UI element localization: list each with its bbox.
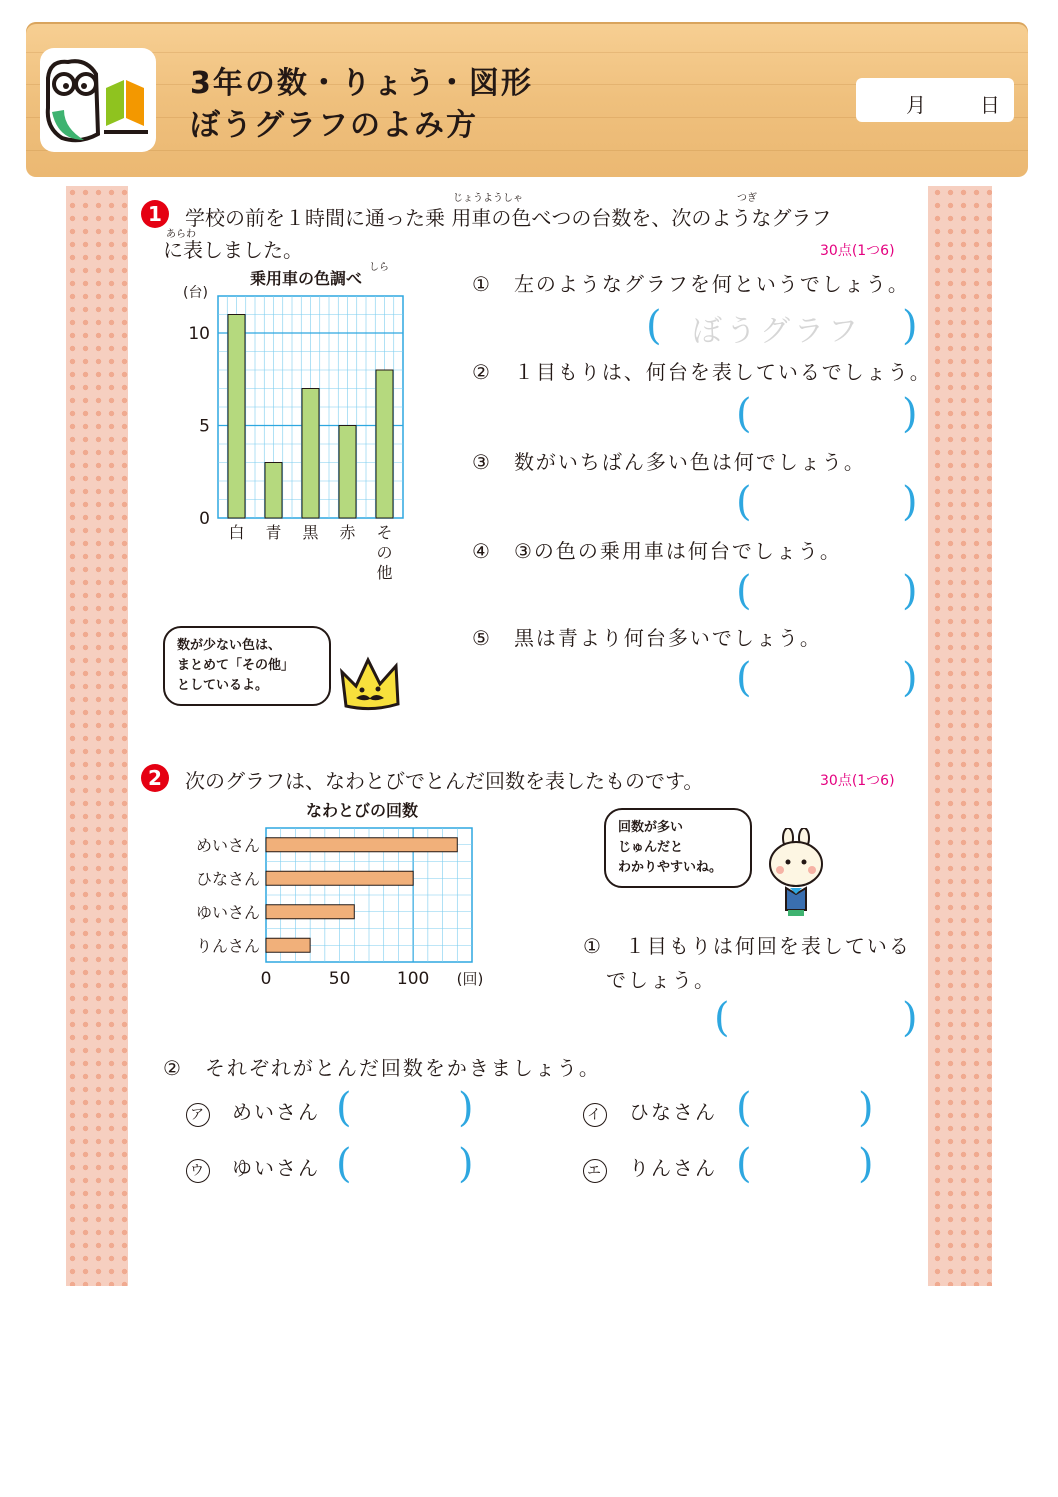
answer-rin-paren-close: ) (858, 1141, 874, 1187)
chart-2-category-label: ひなさん (195, 869, 260, 889)
q2-sub1-text2: でしょう。 (606, 968, 716, 992)
q1-sub3-paren-close: ) (902, 479, 918, 525)
mark-i: イ (583, 1103, 607, 1127)
answer-yui-paren-close: ) (458, 1141, 474, 1187)
answer-mei-paren-open[interactable]: ( (336, 1085, 352, 1131)
rabbit-character-icon (760, 828, 832, 918)
q1-sub1-paren-close: ) (902, 303, 918, 349)
chart-2-xtick-label: 100 (396, 969, 430, 989)
q2-sub1-paren-close: ) (902, 995, 918, 1041)
chart-1-ytick-label: 10 (188, 324, 210, 344)
ruby-joyosha: じょうようしゃ (453, 193, 523, 204)
chart-2-bar-0 (266, 838, 457, 852)
dotted-border-right (918, 186, 992, 1286)
answer-rin-paren-open[interactable]: ( (736, 1141, 752, 1187)
question-2-badge: 2 (141, 764, 169, 792)
chart-2-xtick-label: 50 (328, 969, 351, 989)
q1-sub1-text: 左のようなグラフを何というでしょう。 (513, 272, 910, 296)
mark-a: ア (186, 1103, 210, 1127)
chart-1-bar-2 (302, 389, 319, 519)
name-hina: ひなさん (629, 1100, 717, 1124)
chart-2-bar-1 (266, 871, 413, 885)
q1-sub3-paren-open[interactable]: ( (736, 479, 752, 525)
chart-1-category-label: そ (376, 523, 393, 542)
q1-sub1-num: ① (472, 272, 492, 296)
name-yui: ゆいさん (232, 1156, 320, 1180)
name-rin: りんさん (629, 1156, 717, 1180)
chart-1-category-label: 他 (376, 563, 393, 582)
name-mei: めいさん (232, 1100, 320, 1124)
hint-bubble-1 (163, 626, 331, 706)
owl-book-logo (40, 48, 156, 152)
q1-sub3-num: ③ (472, 450, 492, 474)
question-2-points: 30点(1つ6) (820, 773, 895, 789)
q1-sub4-num: ④ (472, 539, 492, 563)
q2-sub2 (163, 1052, 601, 1081)
hint-1-line1: 数が少ない色は、 (177, 638, 282, 653)
q1-sub2-paren-close: ) (902, 391, 918, 437)
chart-2-bar-3 (266, 938, 310, 952)
q1-sub4-paren-open[interactable]: ( (736, 568, 752, 614)
chart-1-bar-3 (339, 426, 356, 519)
hint-1-line3: としているよ。 (177, 678, 269, 693)
chart-1-category-label: 黒 (302, 523, 319, 542)
q1-sub5-num: ⑤ (472, 626, 492, 650)
hint-2-line3: わかりやすいね。 (618, 860, 723, 875)
mark-u: ウ (186, 1159, 210, 1183)
answer-hina (583, 1096, 717, 1127)
q2-sub2-num: ② (163, 1056, 183, 1080)
question-2-text: 次のグラフは、なわとびでとんだ回数を表したものです。 (185, 769, 704, 793)
q1-sub5 (472, 622, 822, 651)
question-1-text-line1: 学校の前を１時間に通った乗 用車の色べつの台数を、次のようなグラフ (185, 206, 832, 230)
hint-2-line2: じゅんだと (618, 840, 684, 855)
q2-sub2-text: それぞれがとんだ回数をかきましょう。 (204, 1056, 601, 1080)
q1-sub3-text: 数がいちばん多い色は何でしょう。 (513, 450, 866, 474)
chart-1-title: 乗用車の色調べ (250, 269, 363, 288)
answer-yui-paren-open[interactable]: ( (336, 1141, 352, 1187)
chart-1-ylabel: (台) (183, 285, 208, 301)
q2-sub1-num: ① (583, 934, 603, 958)
q1-sub3 (472, 446, 866, 475)
chart-1-ytick-label: 5 (199, 416, 210, 437)
answer-mei-paren-close: ) (458, 1085, 474, 1131)
q1-sub5-paren-open[interactable]: ( (736, 655, 752, 701)
chart-1-ytick-label: 0 (199, 509, 210, 529)
crown-character-icon (336, 650, 412, 716)
chart-1-category-label: 赤 (339, 523, 356, 542)
chart-2-bar-2 (266, 905, 354, 919)
q2-sub1-text1: １目もりは何回を表している (624, 934, 911, 958)
lesson-title: ぼうグラフのよみ方 (190, 108, 478, 143)
q1-sub2 (472, 356, 932, 385)
answer-yui (186, 1152, 320, 1183)
q1-sub4 (472, 535, 842, 564)
chart-1-category-label: の (376, 543, 393, 562)
chart-2-category-label: りんさん (195, 936, 260, 956)
answer-rin (583, 1152, 717, 1183)
question-1-points: 30点(1つ6) (820, 243, 895, 259)
chart-2-category-label: めいさん (195, 835, 260, 855)
jump-rope-bar-chart (180, 826, 500, 996)
answer-hina-paren-close: ) (858, 1085, 874, 1131)
q1-sub1 (472, 268, 910, 297)
hint-2-line1: 回数が多い (618, 820, 684, 835)
car-color-bar-chart (170, 290, 430, 590)
ruby-shira: しら (369, 262, 389, 273)
q1-sub2-text: １目もりは、何台を表しているでしょう。 (513, 360, 932, 384)
chart-2-category-label: ゆいさん (195, 902, 260, 922)
answer-hina-paren-open[interactable]: ( (736, 1085, 752, 1131)
question-1-text-line2: に表しました。 (163, 238, 303, 262)
chart-2-xtick-label: 0 (260, 969, 272, 989)
q1-sub4-paren-close: ) (902, 568, 918, 614)
q1-sub4-text: ③の色の乗用車は何台でしょう。 (513, 539, 842, 563)
unit-title: 3年の数・りょう・図形 (190, 66, 533, 101)
date-day-label: 日 (980, 93, 1000, 117)
q1-sub1-answer: ぼうグラフ (692, 314, 862, 349)
question-1-badge: 1 (141, 200, 169, 228)
chart-1-bar-1 (265, 463, 282, 519)
chart-1-bar-0 (228, 315, 245, 519)
chart-2-title: なわとびの回数 (306, 801, 419, 820)
date-month-label: 月 (906, 93, 926, 117)
ruby-tsugi: つぎ (737, 193, 757, 204)
hint-bubble-2 (604, 808, 752, 888)
hint-1-line2: まとめて「その他」 (177, 658, 295, 673)
mark-e: エ (583, 1159, 607, 1183)
q2-sub1-paren-open[interactable]: ( (714, 995, 730, 1041)
q1-sub5-paren-close: ) (902, 655, 918, 701)
chart-1-category-label: 白 (228, 523, 245, 542)
q1-sub2-num: ② (472, 360, 492, 384)
q1-sub5-text: 黒は青より何台多いでしょう。 (513, 626, 822, 650)
ruby-arawa: あらわ (166, 229, 196, 240)
chart-1-bar-4 (376, 370, 393, 518)
chart-2-unit-label: (回) (456, 970, 484, 988)
q1-sub2-paren-open[interactable]: ( (736, 391, 752, 437)
answer-mei (186, 1096, 320, 1127)
q1-sub1-paren-open: ( (646, 303, 662, 349)
chart-1-category-label: 青 (265, 523, 282, 542)
q2-sub1-line1 (583, 930, 911, 959)
